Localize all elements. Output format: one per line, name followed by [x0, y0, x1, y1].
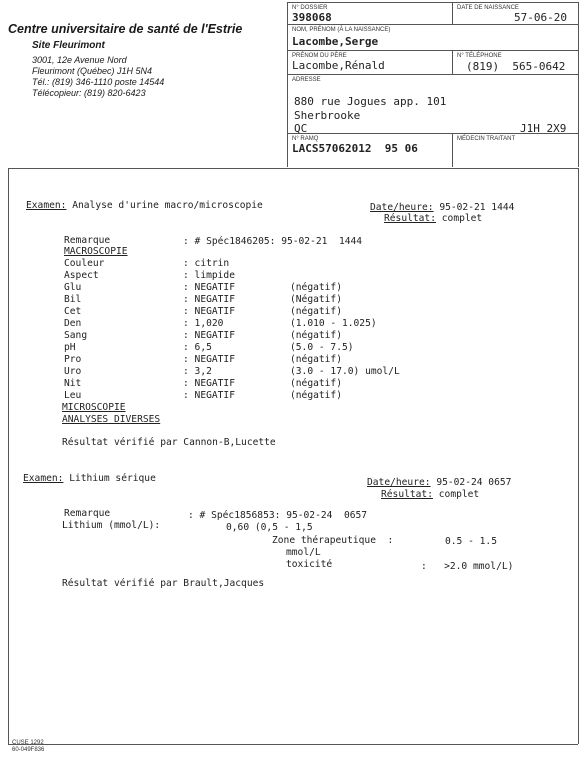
- result-ref: (1.010 - 1.025): [290, 318, 377, 329]
- result-name: Cet: [64, 306, 82, 317]
- result-ref: (négatif): [290, 354, 342, 365]
- result-value: : limpide: [183, 270, 235, 281]
- result-ref: (négatif): [290, 306, 342, 317]
- form-code-2: 60-049F836: [12, 747, 45, 753]
- result-name: Pro: [64, 354, 82, 365]
- result-name: Bil: [64, 294, 82, 305]
- dossier-label: N° DOSSIER: [292, 5, 328, 11]
- address-line-2: Sherbrooke: [294, 109, 361, 122]
- result-value: : NEGATIF: [183, 282, 235, 293]
- address-line-1: 880 rue Jogues app. 101: [294, 95, 447, 108]
- result-value: : 3,2: [183, 366, 212, 377]
- result-value: : NEGATIF: [183, 294, 235, 305]
- result-ref: (Négatif): [290, 294, 342, 305]
- patient-name-label: NOM, PRÉNOM (À LA NAISSANCE): [292, 27, 391, 33]
- result-value: : NEGATIF: [183, 378, 235, 389]
- result-name: Aspect: [64, 270, 99, 281]
- exam2-remark: : # Spéc1856853: 95-02-24 0657: [188, 510, 368, 521]
- exam1-date-label: Date/heure:: [370, 202, 434, 213]
- result-ref: (négatif): [290, 378, 342, 389]
- result-name: Nit: [64, 378, 82, 389]
- result-value: : NEGATIF: [183, 330, 235, 341]
- result-value: : NEGATIF: [183, 390, 235, 401]
- exam2-result-label: Résultat:: [381, 489, 433, 500]
- exam1-label: Examen:: [26, 200, 67, 211]
- result-ref: (négatif): [290, 330, 342, 341]
- result-name: Sang: [64, 330, 88, 341]
- analyses-diverses-header: ANALYSES DIVERSES: [62, 414, 161, 425]
- institution-address-1: 3001, 12e Avenue Nord: [32, 55, 127, 65]
- exam2-title: Lithium sérique: [69, 473, 156, 484]
- macroscopie-header: MACROSCOPIE: [64, 246, 128, 257]
- exam1-heading: [26, 200, 263, 211]
- exam2-result-line: [381, 489, 479, 500]
- toxicite-label: toxicité: [286, 559, 333, 570]
- exam2-date: 95-02-24 0657: [436, 477, 512, 488]
- exam1-result-label: Résultat:: [384, 213, 436, 224]
- result-value: : NEGATIF: [183, 306, 235, 317]
- result-value: : citrin: [183, 258, 230, 269]
- institution-fax: Télécopieur: (819) 820-6423: [32, 88, 146, 98]
- result-name: Glu: [64, 282, 82, 293]
- dob-value: 57-06-20: [514, 11, 567, 24]
- result-name: Uro: [64, 366, 82, 377]
- zone-unit: mmol/L: [286, 547, 321, 558]
- result-value: : 1,020: [183, 318, 224, 329]
- exam1-title: Analyse d'urine macro/microscopie: [72, 200, 263, 211]
- father-name: Lacombe,Rénald: [292, 59, 385, 72]
- exam2-verified: Résultat vérifié par Brault,Jacques: [62, 578, 265, 589]
- result-ref: (négatif): [290, 390, 342, 401]
- result-value: : 6,5: [183, 342, 212, 353]
- dossier-number: 398068: [292, 11, 332, 24]
- result-ref: (3.0 - 17.0) umol/L: [290, 366, 400, 377]
- result-name: Couleur: [64, 258, 105, 269]
- institution-address-2: Fleurimont (Québec) J1H 5N4: [32, 66, 153, 76]
- zone-therapeutique-value: 0.5 - 1.5: [445, 536, 497, 547]
- ramq-label: N° RAMQ: [292, 136, 319, 142]
- exam1-date-line: [370, 202, 514, 213]
- result-ref: (négatif): [290, 282, 342, 293]
- dob-label: DATE DE NAISSANCE: [457, 5, 519, 11]
- exam2-heading: [23, 473, 156, 484]
- institution-site: Site Fleurimont: [32, 40, 105, 51]
- institution-phone: Tél.: (819) 346-1110 poste 14544: [32, 77, 165, 87]
- exam1-remark: : # Spéc1846205: 95-02-21 1444: [183, 236, 363, 247]
- lithium-label: Lithium (mmol/L):: [62, 520, 161, 531]
- exam2-date-line: [367, 477, 511, 488]
- form-code-1: CUSE 1292: [12, 740, 44, 746]
- exam1-verified: Résultat vérifié par Cannon-B,Lucette: [62, 437, 276, 448]
- postal-code: J1H 2X9: [520, 122, 567, 135]
- phone-label: N° TÉLÉPHONE: [457, 53, 502, 59]
- exam2-result: complet: [438, 489, 480, 500]
- result-name: Leu: [64, 390, 82, 401]
- address-line-3: QC: [294, 122, 308, 135]
- patient-name: Lacombe,Serge: [292, 35, 379, 48]
- address-label: ADRESSE: [292, 77, 321, 83]
- result-name: pH: [64, 342, 76, 353]
- father-name-label: PRÉNOM DU PÈRE: [292, 53, 347, 59]
- result-value: : NEGATIF: [183, 354, 235, 365]
- exam1-date: 95-02-21 1444: [439, 202, 515, 213]
- ramq-number: LACS57062012 95 06: [292, 142, 418, 155]
- zone-therapeutique-label: Zone thérapeutique :: [272, 535, 394, 546]
- result-name: Den: [64, 318, 82, 329]
- exam1-result: complet: [441, 213, 483, 224]
- doctor-label: MÉDECIN TRAITANT: [457, 136, 516, 142]
- exam2-label: Examen:: [23, 473, 64, 484]
- phone-value: (819) 565-0642: [466, 60, 566, 73]
- microscopie-header: MICROSCOPIE: [62, 402, 126, 413]
- exam1-result-line: [384, 213, 482, 224]
- exam2-remark-label: Remarque: [64, 508, 111, 519]
- exam2-date-label: Date/heure:: [367, 477, 431, 488]
- result-ref: (5.0 - 7.5): [290, 342, 354, 353]
- exam1-remark-label: Remarque: [64, 235, 111, 246]
- institution-name: Centre universitaire de santé de l'Estrie: [8, 22, 243, 36]
- toxicite-value: : >2.0 mmol/L): [421, 561, 514, 572]
- lithium-value: 0,60 (0,5 - 1,5: [226, 522, 313, 533]
